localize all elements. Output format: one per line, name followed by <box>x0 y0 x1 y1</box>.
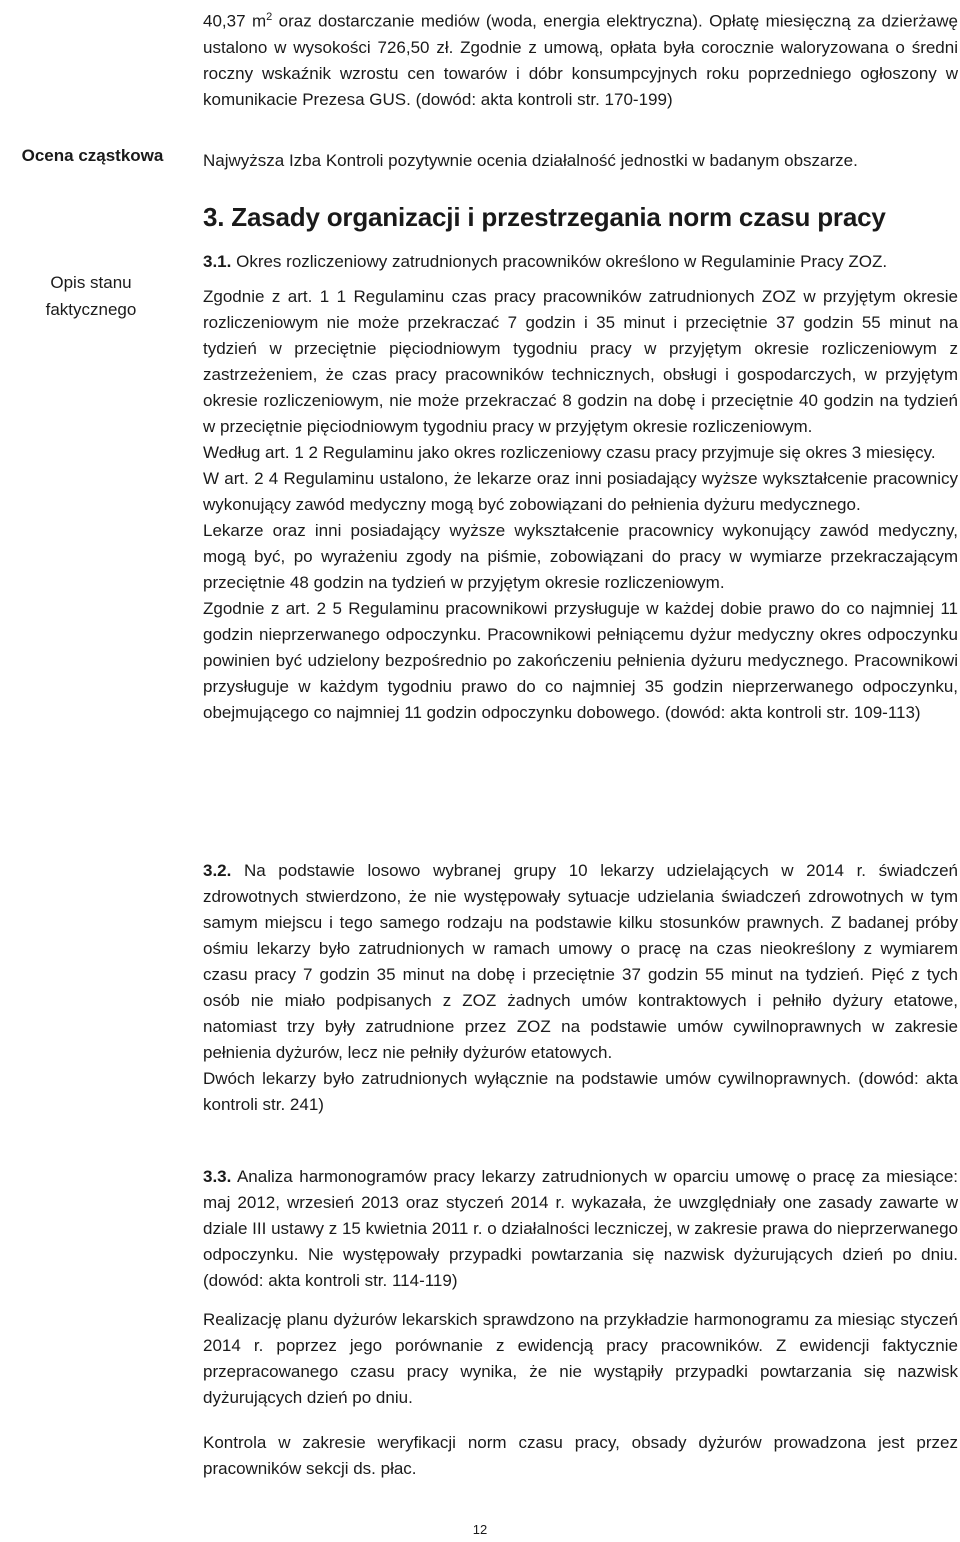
page-number: 12 <box>472 1522 488 1537</box>
s31-paragraph: Według art. 1 2 Regulaminu jako okres rozliczeniowy czasu pracy przyjmuje się okres 3 miesięcy. <box>203 443 936 462</box>
intro-block <box>203 4 958 113</box>
assessment-label: Ocena cząstkowa <box>21 146 164 165</box>
assessment-block <box>203 148 958 174</box>
s31-paragraph: W art. 2 4 Regulaminu ustalono, że lekarze oraz inni posiadający wyższe wykształcenie pracownicy wykonujący zawód medyczny mogą być zobowiązani do pełnienia dyżuru medycznego. <box>203 469 958 514</box>
s31-paragraph: Zgodnie z art. 1 1 Regulaminu czas pracy pracowników zatrudnionych ZOZ w przyjętym okresie rozliczeniowym nie może przekraczać 7 godzin i 35 minut i przeciętnie 37 godzin 55 minut na tydzień w przeciętnie pięciodniowym tygodniu pracy w przyjętym okresie rozliczeniowym z zastrzeżeniem, że czas pracy pracowników technicznych, obsługi i gospodarczych, w przyjętym okresie rozliczeniowym, nie może przekraczać 8 godzin na dobę i przeciętnie 40 godzin na tydzień w przeciętnie pięciodniowym tygodniu pracy w przyjętym okresie rozliczeniowym. <box>203 287 958 436</box>
s31-paragraph: Zgodnie z art. 2 5 Regulaminu pracownikowi przysługuje w każdej dobie prawo do co najmniej 11 godzin nieprzerwanego odpoczynku. Pracownikowi pełniącemu dyżur medyczny okres odpoczynku powinien być udzielony bezpośrednio po zakończeniu pełnienia dyżuru medycznego. Pracownikowi przysługuje w każdym tygodniu prawo do co najmniej 35 godzin nieprzerwanego odpoczynku, obejmującego co najmniej 11 godzin odpoczynku dobowego. (dowód: akta kontroli str. 109-113) <box>203 599 958 722</box>
s32-paragraph: Dwóch lekarzy było zatrudnionych wyłącznie na podstawie umów cywilnoprawnych. (dowód: akta kontroli str. 241) <box>203 1069 958 1114</box>
s32-paragraph <box>203 858 958 1066</box>
section-3-1 <box>203 249 958 726</box>
s32-number: 3.2. <box>203 861 232 880</box>
section-heading: 3. Zasady organizacji i przestrzegania norm czasu pracy <box>203 202 886 232</box>
closing-block <box>203 1307 958 1411</box>
closing-paragraph: Realizację planu dyżurów lekarskich sprawdzono na przykładzie harmonogramu za miesiąc styczeń 2014 r. poprzez jego porównanie z ewidencją pracy pracowników. Z ewidencji faktycznie przepracowanego czasu pracy wynika, że nie wystąpiły przypadki powtarzania się nazwisk dyżurujących dzień po dniu. <box>203 1310 958 1407</box>
area-superscript: 2 <box>266 11 273 23</box>
assessment-text: Najwyższa Izba Kontroli pozytywnie ocenia działalność jednostki w badanym obszarze. <box>203 151 858 170</box>
description-label: Opis stanu faktycznego <box>45 273 137 319</box>
s31-number: 3.1. <box>203 252 232 271</box>
section-3-3 <box>203 1164 958 1294</box>
closing-block <box>203 1430 958 1482</box>
s31-paragraph: Lekarze oraz inni posiadający wyższe wykształcenie pracownicy wykonujący zawód medyczny, mogą być, po wyrażeniu zgody na piśmie, zobowiązani do pracy w wymiarze przekraczającym przeciętnie 48 godzin na tydzień w przyjętym okresie rozliczeniowym. <box>203 521 958 592</box>
area-value: 40,37 m <box>203 11 267 31</box>
intro-paragraph <box>203 4 958 113</box>
s33-number: 3.3. <box>203 1167 232 1186</box>
intro-text: oraz dostarczanie mediów (woda, energia elektryczna). Opłatę miesięczną za dzierżawę ustalono w wysokości 726,50 zł. Zgodnie z umową, opłata była corocznie waloryzowana o średni roczny wskaźnik wzrostu cen towarów i dóbr konsumpcyjnych roku poprzedniego ogłoszony w komunikacie Prezesa GUS. (dowód: akta kontroli str. 170-199) <box>203 11 958 109</box>
closing-paragraph: Kontrola w zakresie weryfikacji norm czasu pracy, obsady dyżurów prowadzona jest przez pracowników sekcji ds. płac. <box>203 1433 958 1478</box>
s31-lead-paragraph <box>203 249 958 275</box>
s32-text: Na podstawie losowo wybranej grupy 10 lekarzy udzielających w 2014 r. świadczeń zdrowotnych stwierdzono, że nie występowały sytuacje udzielania świadczeń zdrowotnych w tym samym miejscu i tego samego rodzaju na podstawie kilku stosunków prawnych. Z badanej próby ośmiu lekarzy było zatrudnionych w ramach umowy o pracę na czas nieokreślony z wymiarem czasu pracy 7 godzin 35 minut na dobę i przeciętnie 37 godzin 55 minut na tydzień. Pięć z tych osób nie miało podpisanych z ZOZ żadnych umów kontraktowych i pełniło dyżury etatowe, natomiast trzy były zatrudnione przez ZOZ na podstawie umów cywilnoprawnych w zakresie pełnienia dyżurów, lecz nie pełniły dyżurów etatowych. <box>203 861 958 1062</box>
s33-paragraph <box>203 1164 958 1294</box>
s33-text: Analiza harmonogramów pracy lekarzy zatrudnionych w oparciu umowę o pracę za miesiące: maj 2012, wrzesień 2013 oraz styczeń 2014 r. wykazała, że uwzględniały one zasady zawarte w dziale III ustawy z 15 kwietnia 2011 r. o działalności leczniczej, w zakresie prawa do nieprzerwanego odpoczynku. Nie występowały przypadki powtarzania się nazwisk dyżurujących dzień po dniu. (dowód: akta kontroli str. 114-119) <box>203 1167 958 1290</box>
section-3-2 <box>203 858 958 1118</box>
s31-lead: Okres rozliczeniowy zatrudnionych pracowników określono w Regulaminie Pracy ZOZ. <box>236 252 888 271</box>
